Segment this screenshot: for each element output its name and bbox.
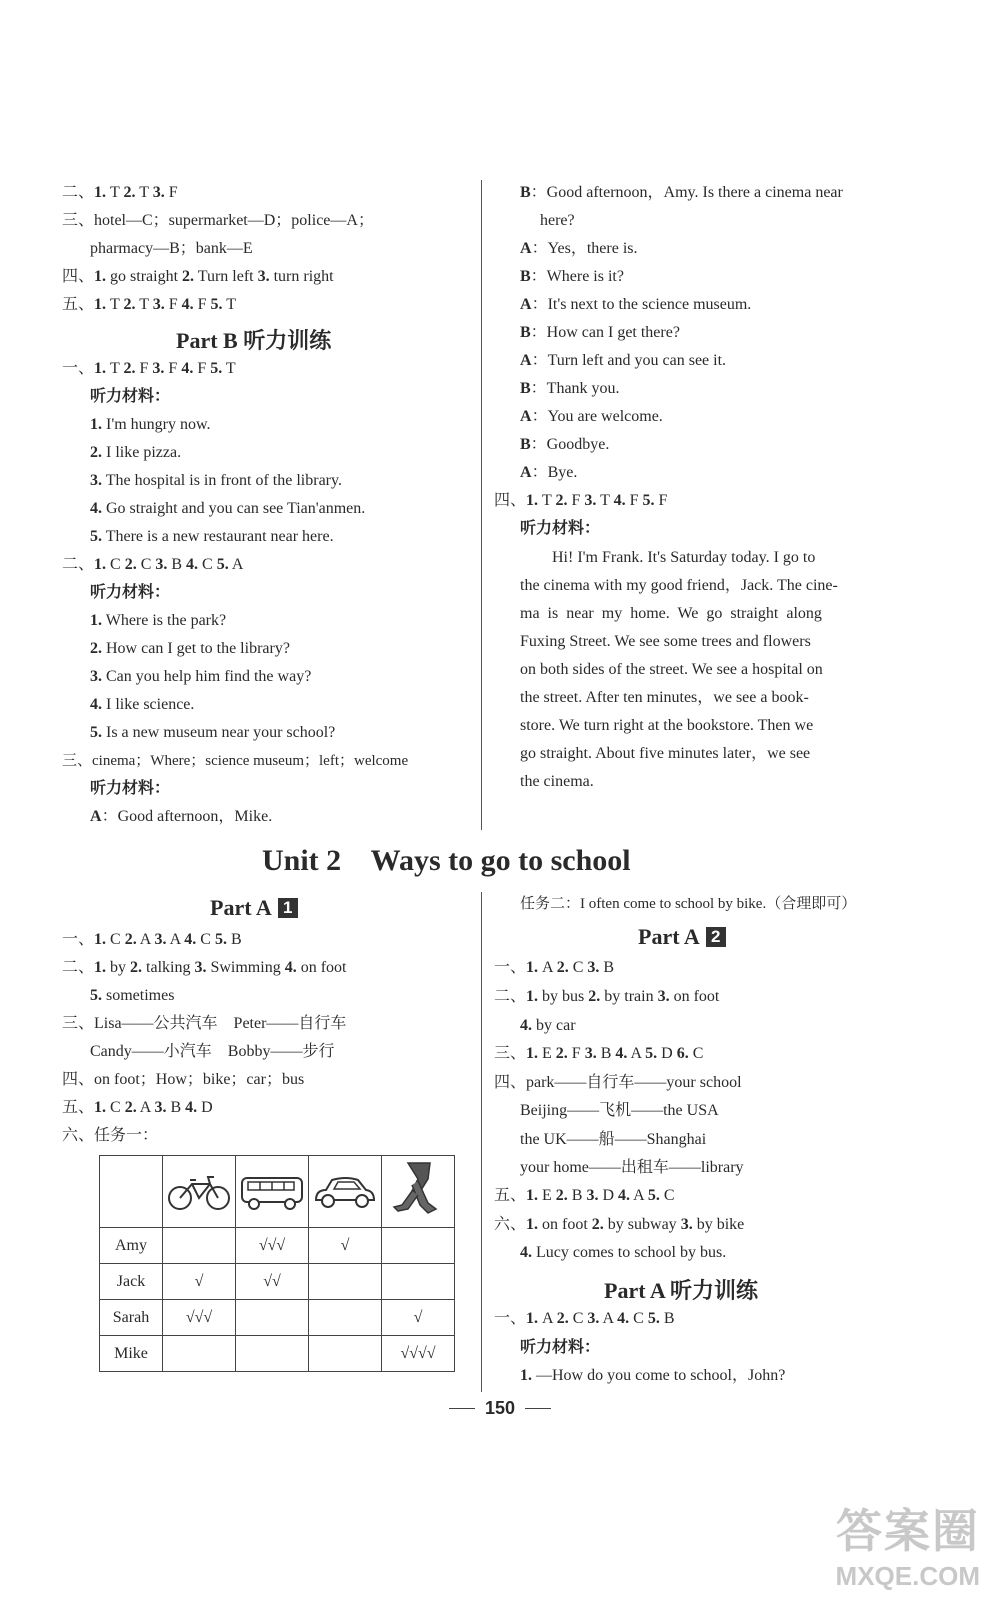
section-heading: Part A 听力训练 <box>604 1278 758 1303</box>
answer-line: 四、1. go straight 2. Turn left 3. turn right <box>62 268 334 285</box>
answer-line: 4. by car <box>520 1017 576 1034</box>
listening-material-label: 听力材料： <box>520 520 601 537</box>
bus-icon <box>236 1156 309 1228</box>
listening-material-label: 听力材料： <box>90 780 171 797</box>
transcript-line: B：How can I get there? <box>520 324 680 341</box>
transcript-line: 3. The hospital is in front of the library. <box>90 472 342 489</box>
table-cell: √√√√ <box>382 1336 455 1372</box>
answer-line: 五、1. C 2. A 3. B 4. D <box>62 1099 213 1116</box>
transcript-line: A：Good afternoon，Mike. <box>90 808 273 825</box>
table-cell <box>236 1300 309 1336</box>
part-number-badge: 1 <box>278 898 298 918</box>
answer-line: 二、1. by 2. talking 3. Swimming 4. on foot <box>62 959 347 976</box>
table-cell <box>309 1300 382 1336</box>
table-cell: √ <box>382 1300 455 1336</box>
column-divider <box>481 892 482 1392</box>
row-name: Jack <box>100 1264 163 1300</box>
answer-line: the UK——船——Shanghai <box>520 1131 707 1148</box>
answer-line: 一、1. A 2. C 3. B <box>494 959 615 976</box>
table-cell: √ <box>163 1264 236 1300</box>
unit-title: Unit 2 Ways to go to school <box>262 844 631 877</box>
transcript-line: B：Where is it? <box>520 268 624 285</box>
answer-line: 四、park——自行车——your school <box>494 1074 742 1091</box>
table-cell: √√√ <box>236 1228 309 1264</box>
transcript-line: 1. Where is the park? <box>90 612 227 629</box>
transcript-line: 5. Is a new museum near your school? <box>90 724 336 741</box>
passage-line: Hi! I'm Frank. It's Saturday today. I go to <box>552 549 816 566</box>
answer-line: 4. Lucy comes to school by bus. <box>520 1244 727 1261</box>
passage-line: go straight. About five minutes later，we see <box>520 745 811 762</box>
transcript-line: 3. Can you help him find the way? <box>90 668 312 685</box>
answer-line: 六、1. on foot 2. by subway 3. by bike <box>494 1216 745 1233</box>
table-cell <box>163 1336 236 1372</box>
transport-table <box>99 1155 455 1372</box>
answer-line: 5. sometimes <box>90 987 175 1004</box>
row-name: Sarah <box>100 1300 163 1336</box>
answer-line: 二、1. by bus 2. by train 3. on foot <box>494 988 720 1005</box>
answer-line: 三、Lisa——公共汽车 Peter——自行车 <box>62 1015 347 1032</box>
transcript-line: 5. There is a new restaurant near here. <box>90 528 334 545</box>
transcript-line: A：Yes，there is. <box>520 240 638 257</box>
answer-line: 一、1. A 2. C 3. A 4. C 5. B <box>494 1310 675 1327</box>
car-icon <box>309 1156 382 1228</box>
row-name: Amy <box>100 1228 163 1264</box>
transcript-line: here? <box>540 212 575 229</box>
section-heading: Part B 听力训练 <box>176 328 332 353</box>
answer-line: Candy——小汽车 Bobby——步行 <box>90 1043 335 1060</box>
table-cell <box>382 1228 455 1264</box>
transcript-line: 4. Go straight and you can see Tian'anmen. <box>90 500 366 517</box>
passage-line: the cinema. <box>520 773 594 790</box>
transcript-line: A：You are welcome. <box>520 408 663 425</box>
table-cell <box>382 1264 455 1300</box>
transcript-line: A：It's next to the science museum. <box>520 296 752 313</box>
listening-material-label: 听力材料： <box>90 388 171 405</box>
transcript-line: 1. I'm hungry now. <box>90 416 211 433</box>
transcript-line: 1. —How do you come to school，John? <box>520 1367 786 1384</box>
section-heading: Part A 1 <box>210 895 298 921</box>
passage-line: ma is near my home. We go straight along <box>520 605 822 622</box>
answer-line: 四、on foot；How；bike；car；bus <box>62 1071 305 1088</box>
table-row <box>100 1300 455 1336</box>
passage-line: on both sides of the street. We see a hospital on <box>520 661 823 678</box>
table-row <box>100 1228 455 1264</box>
table-row <box>100 1336 455 1372</box>
answer-line: 三、1. E 2. F 3. B 4. A 5. D 6. C <box>494 1045 704 1062</box>
transcript-line: 4. I like science. <box>90 696 195 713</box>
transcript-line: B：Thank you. <box>520 380 620 397</box>
listening-material-label: 听力材料： <box>520 1339 601 1356</box>
table-cell: √ <box>309 1228 382 1264</box>
answer-line: 四、1. T 2. F 3. T 4. F 5. F <box>494 492 668 509</box>
answer-line: 二、1. C 2. C 3. B 4. C 5. A <box>62 556 244 573</box>
transcript-line: A：Bye. <box>520 464 578 481</box>
bicycle-icon <box>163 1156 236 1228</box>
answer-line: 三、cinema；Where；science museum；left；welcome <box>62 753 409 769</box>
answer-line: Beijing——飞机——the USA <box>520 1102 719 1119</box>
answer-line: 三、hotel—C；supermarket—D；police—A； <box>62 212 374 229</box>
table-cell <box>309 1264 382 1300</box>
column-divider <box>481 180 482 830</box>
answer-line: 任务二：I often come to school by bike.（合理即可） <box>520 896 857 912</box>
passage-line: Fuxing Street. We see some trees and flowers <box>520 633 811 650</box>
table-cell <box>236 1336 309 1372</box>
passage-line: the street. After ten minutes，we see a book- <box>520 689 809 706</box>
answer-line: 五、1. T 2. T 3. F 4. F 5. T <box>62 296 236 313</box>
table-cell: √√√ <box>163 1300 236 1336</box>
walking-legs-icon <box>382 1156 455 1228</box>
answer-line: 五、1. E 2. B 3. D 4. A 5. C <box>494 1187 675 1204</box>
table-cell <box>163 1228 236 1264</box>
table-cell: √√ <box>236 1264 309 1300</box>
table-cell <box>309 1336 382 1372</box>
answer-line: 一、1. T 2. F 3. F 4. F 5. T <box>62 360 236 377</box>
row-name: Mike <box>100 1336 163 1372</box>
table-row <box>100 1264 455 1300</box>
passage-line: store. We turn right at the bookstore. Then we <box>520 717 814 734</box>
transcript-line: B：Good afternoon，Amy. Is there a cinema near <box>520 184 843 201</box>
transcript-line: A：Turn left and you can see it. <box>520 352 727 369</box>
answer-line: 一、1. C 2. A 3. A 4. C 5. B <box>62 931 242 948</box>
site-watermark: 答案圈 MXQE.COM <box>835 1505 980 1591</box>
page-number: 150 <box>420 1398 580 1419</box>
answer-line: 二、1. T 2. T 3. F <box>62 184 178 201</box>
transcript-line: 2. How can I get to the library? <box>90 640 290 657</box>
answer-line: your home——出租车——library <box>520 1159 744 1176</box>
part-number-badge: 2 <box>706 927 726 947</box>
answer-line: 六、任务一： <box>62 1127 159 1144</box>
table-corner <box>100 1156 163 1228</box>
answer-line: pharmacy—B；bank—E <box>90 240 253 257</box>
transcript-line: B：Goodbye. <box>520 436 610 453</box>
listening-material-label: 听力材料： <box>90 584 171 601</box>
section-heading: Part A 2 <box>638 924 726 950</box>
transcript-line: 2. I like pizza. <box>90 444 182 461</box>
passage-line: the cinema with my good friend，Jack. The cine- <box>520 577 838 594</box>
